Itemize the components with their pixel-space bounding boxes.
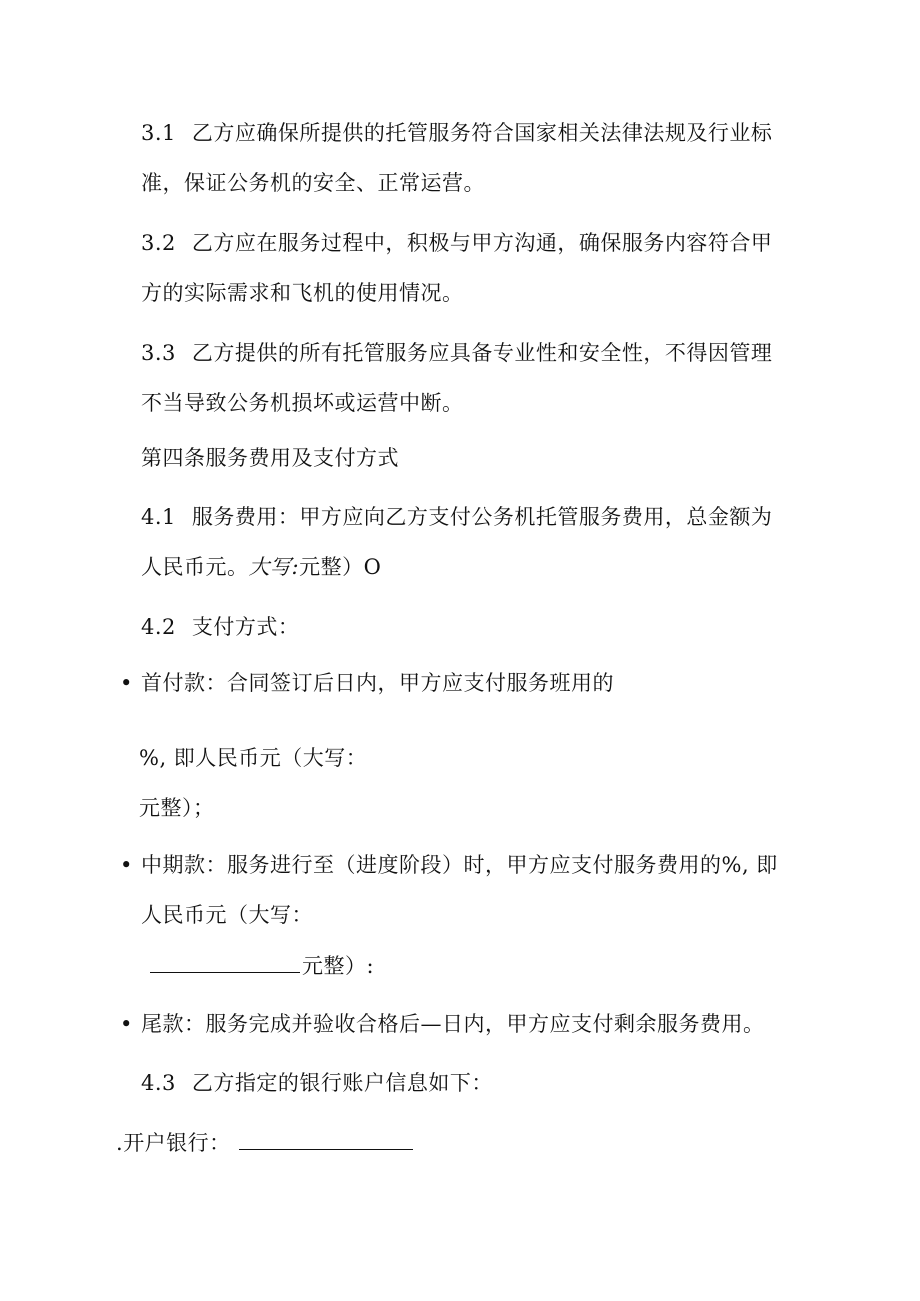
clause-4-2 [141,612,299,642]
amount-text: 人民币元。 [141,555,249,579]
clause-3-2-line-1 [141,228,772,258]
clause-3-3-line-1 [141,338,772,368]
clause-text: 服务费用：甲方应向乙方支付公务机托管服务费用，总金额为 [191,505,773,529]
article-4-title: 第四条服务费用及支付方式 [141,446,399,470]
bank-line [116,1128,415,1158]
bank-label: 开户银行： [123,1131,231,1155]
clause-3-2-line-2: 方的实际需求和飞机的使用情况。 [141,281,464,305]
clause-3-1-line-1 [141,118,772,148]
final-payment-line-1: 尾款：服务完成并验收合格后—日内，甲方应支付剩余服务费用。 [141,1012,765,1036]
clause-text: 支付方式： [191,615,300,639]
capital-label: 大写: [248,555,300,579]
clause-3-3-line-2: 不当导致公务机损坏或运营中断。 [141,391,464,415]
clause-4-1-line-1 [141,502,772,532]
bullet-icon: • [120,671,133,695]
clause-number: 3.2 [141,231,176,255]
amount-end: 元整）O [299,555,382,579]
clause-number: 4.2 [141,615,176,639]
first-payment-line-1: 首付款：合同签订后日内，甲方应支付服务班用的 [141,671,614,695]
bank-prefix: . [116,1131,124,1155]
clause-4-3 [141,1068,493,1098]
mid-payment-end: 元整）: [302,954,375,978]
clause-4-1-line-2 [141,552,381,582]
clause-3-1-line-2: 准，保证公务机的安全、正常运营。 [141,171,485,195]
bullet-icon: • [120,853,133,877]
mid-payment-line-3 [150,951,374,981]
mid-payment-line-2: 人民币元（大写： [141,903,313,927]
first-payment-line-3: 元整）； [139,796,215,820]
bank-blank-line [239,1129,413,1150]
clause-text: 乙方应在服务过程中，积极与甲方沟通，确保服务内容符合甲 [191,231,773,255]
first-payment-line-2: %, 即人民币元（大写： [139,746,368,770]
mid-payment-line-1: 中期款：服务进行至（进度阶段）时，甲方应支付服务费用的%, 即 [141,853,778,877]
bullet-icon: • [120,1012,133,1036]
clause-number: 3.1 [141,121,176,145]
blank-line [150,952,300,973]
clause-number: 4.1 [141,505,176,529]
clause-number: 3.3 [141,341,176,365]
clause-text: 乙方提供的所有托管服务应具备专业性和安全性，不得因管理 [191,341,773,365]
clause-text: 乙方应确保所提供的托管服务符合国家相关法律法规及行业标 [191,121,773,145]
clause-number: 4.3 [141,1071,176,1095]
clause-text: 乙方指定的银行账户信息如下： [191,1071,493,1095]
